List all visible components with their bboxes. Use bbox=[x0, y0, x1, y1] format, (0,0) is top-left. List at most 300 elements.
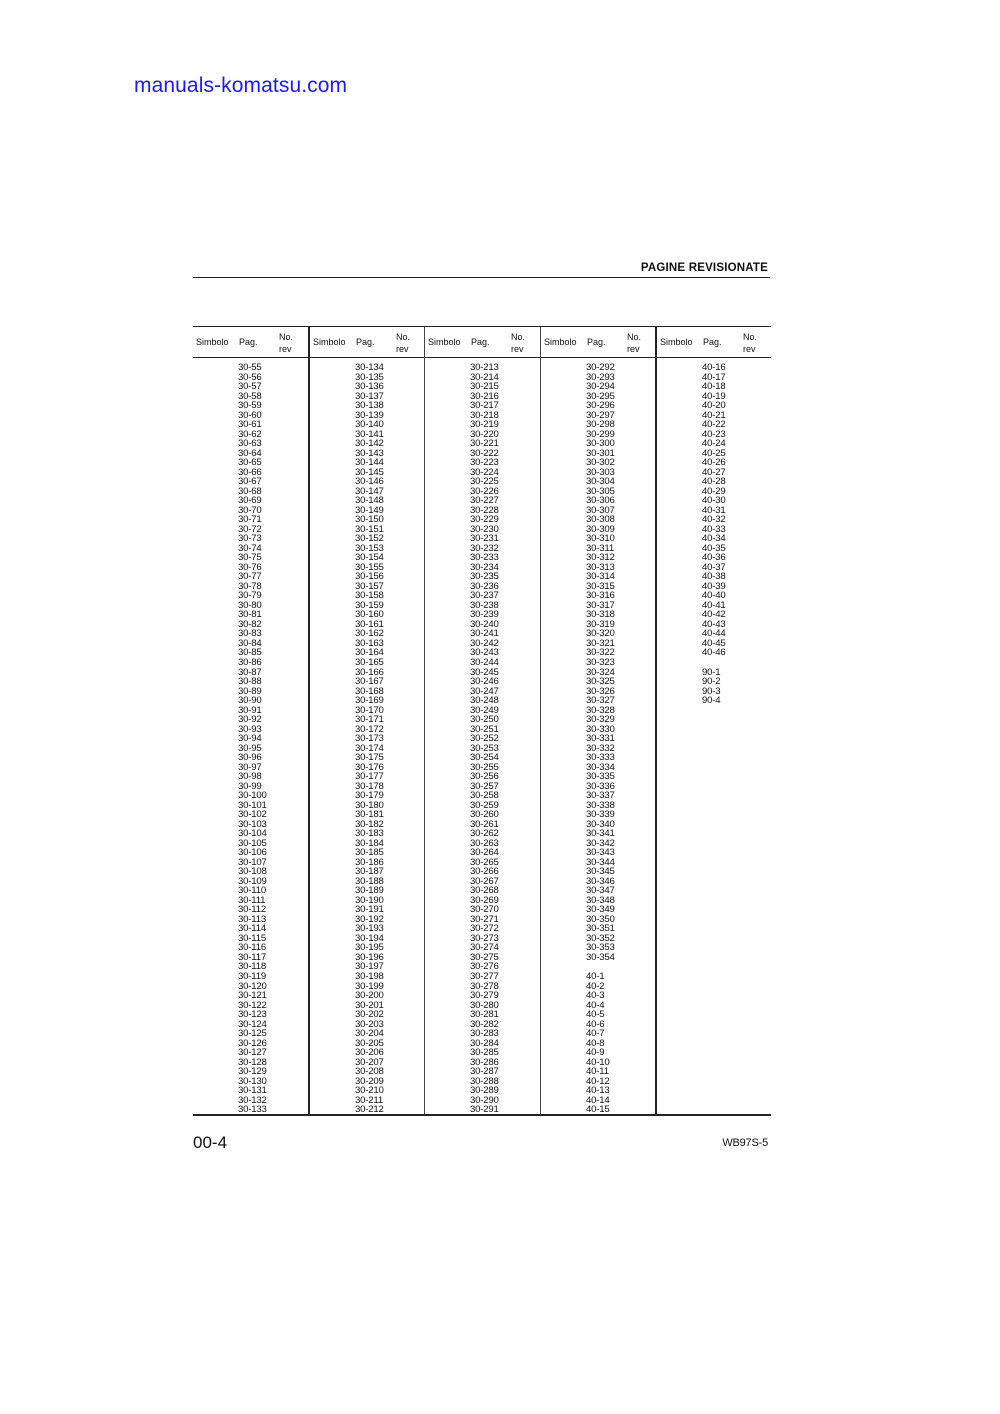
page-list bbox=[702, 363, 726, 706]
page-entry: 40-40 bbox=[702, 590, 726, 602]
header-pag: Pag. bbox=[703, 337, 722, 347]
page-entry: 30-169 bbox=[355, 695, 384, 707]
column-header bbox=[425, 327, 540, 358]
page-entry: 30-300 bbox=[586, 438, 615, 450]
page-entry: 30-277 bbox=[470, 971, 499, 982]
page-entry: 30-130 bbox=[238, 1075, 267, 1087]
page-entry: 30-259 bbox=[470, 799, 499, 811]
page-entry: 40-44 bbox=[702, 628, 726, 640]
page-entry: 40-7 bbox=[586, 1028, 605, 1040]
page-list bbox=[470, 363, 499, 1115]
page-entry: 30-142 bbox=[355, 438, 384, 450]
page-entry: 30-148 bbox=[355, 495, 384, 507]
page-entry: 30-302 bbox=[586, 457, 615, 469]
page-entry: 30-340 bbox=[586, 818, 615, 830]
page-entry: 30-225 bbox=[470, 476, 499, 488]
page-entry: 30-247 bbox=[470, 685, 499, 697]
page-entry: 40-37 bbox=[702, 561, 726, 573]
page-entry: 30-135 bbox=[355, 371, 384, 383]
page-entry: 40-43 bbox=[702, 618, 726, 630]
header-no-rev: No. rev bbox=[396, 332, 411, 354]
page-entry: 30-189 bbox=[355, 885, 384, 897]
page-entry: 40-42 bbox=[702, 609, 726, 621]
page-entry: 30-299 bbox=[586, 428, 615, 440]
page-entry: 30-240 bbox=[470, 618, 499, 630]
page-entry: 30-209 bbox=[355, 1075, 384, 1087]
page-entry: 30-276 bbox=[470, 961, 499, 973]
page-entry: 30-231 bbox=[470, 533, 499, 545]
page-entry: 30-172 bbox=[355, 723, 384, 735]
page-entry: 40-5 bbox=[586, 1009, 605, 1021]
page-entry: 30-150 bbox=[355, 514, 384, 526]
page-entry: 30-134 bbox=[355, 362, 384, 373]
page-entry: 40-18 bbox=[702, 381, 726, 393]
page-entry: 40-22 bbox=[702, 419, 726, 431]
page-entry: 40-30 bbox=[702, 495, 726, 507]
page-entry: 40-16 bbox=[702, 362, 726, 373]
page-entry: 30-97 bbox=[238, 761, 262, 773]
page-entry: 40-17 bbox=[702, 371, 726, 383]
page-entry: 30-177 bbox=[355, 771, 384, 783]
watermark-link[interactable]: manuals-komatsu.com bbox=[134, 74, 348, 97]
page-entry: 30-176 bbox=[355, 761, 384, 773]
page-entry: 30-336 bbox=[586, 780, 615, 792]
page-entry: 30-115 bbox=[238, 932, 266, 944]
page-entry: 30-141 bbox=[355, 428, 384, 440]
header-pag: Pag. bbox=[471, 337, 490, 347]
page-entry: 30-202 bbox=[355, 1009, 384, 1021]
page-entry: 30-344 bbox=[586, 856, 615, 868]
page-entry: 30-90 bbox=[238, 695, 262, 707]
table-column-5 bbox=[655, 327, 771, 1114]
table-column-3 bbox=[424, 327, 540, 1114]
page-entry: 30-350 bbox=[586, 913, 615, 925]
page-entry: 30-315 bbox=[586, 580, 615, 592]
page-entry: 30-352 bbox=[586, 932, 615, 944]
page-entry: 30-351 bbox=[586, 923, 615, 935]
page-entry: 30-182 bbox=[355, 818, 384, 830]
page-entry: 30-60 bbox=[238, 409, 262, 421]
page-entry: 30-78 bbox=[238, 580, 262, 592]
page-entry: 30-190 bbox=[355, 894, 384, 906]
page-entry: 30-164 bbox=[355, 647, 384, 659]
column-header bbox=[541, 327, 655, 358]
page-entry: 30-199 bbox=[355, 980, 384, 992]
page-entry: 30-98 bbox=[238, 771, 262, 783]
page-entry: 40-28 bbox=[702, 476, 726, 488]
page-entry: 30-211 bbox=[355, 1094, 383, 1106]
page-entry: 30-242 bbox=[470, 637, 499, 649]
page-entry: 30-264 bbox=[470, 847, 499, 859]
header-pag: Pag. bbox=[587, 337, 606, 347]
page-entry: 40-46 bbox=[702, 647, 726, 659]
page-entry: 30-263 bbox=[470, 837, 499, 849]
page-entry: 30-80 bbox=[238, 599, 262, 611]
page-entry: 30-166 bbox=[355, 666, 384, 678]
page-entry: 30-226 bbox=[470, 485, 499, 497]
page-entry: 40-19 bbox=[702, 390, 726, 402]
page-entry: 30-188 bbox=[355, 875, 384, 887]
page-list bbox=[586, 363, 615, 1115]
page-entry: 30-124 bbox=[238, 1018, 267, 1030]
page-entry: 30-213 bbox=[470, 362, 499, 373]
page-entry: 30-330 bbox=[586, 723, 615, 735]
page-entry: 30-140 bbox=[355, 419, 384, 431]
page-entry: 30-196 bbox=[355, 951, 384, 963]
page-entry: 30-296 bbox=[586, 400, 615, 412]
page-entry: 30-198 bbox=[355, 971, 384, 982]
page-entry: 30-346 bbox=[586, 875, 615, 887]
page-entry: 40-20 bbox=[702, 400, 726, 412]
column-header bbox=[310, 327, 424, 358]
page-entry: 30-271 bbox=[470, 913, 499, 925]
page-entry: 30-218 bbox=[470, 409, 499, 421]
page-entry: 30-208 bbox=[355, 1066, 384, 1078]
header-simbolo: Simbolo bbox=[313, 337, 346, 347]
page-entry: 30-205 bbox=[355, 1037, 384, 1049]
header-simbolo: Simbolo bbox=[660, 337, 693, 347]
page-entry: 30-151 bbox=[355, 523, 384, 535]
page-entry: 30-116 bbox=[238, 942, 266, 954]
header-pag: Pag. bbox=[239, 337, 258, 347]
page-entry: 30-146 bbox=[355, 476, 384, 488]
page-entry: 30-238 bbox=[470, 599, 499, 611]
page-entry: 30-210 bbox=[355, 1085, 384, 1097]
page-entry: 30-128 bbox=[238, 1056, 267, 1068]
page-entry: 30-323 bbox=[586, 656, 615, 668]
page-entry: 40-34 bbox=[702, 533, 726, 545]
page-entry: 40-13 bbox=[586, 1085, 610, 1097]
page-entry: 30-101 bbox=[238, 799, 267, 811]
page-entry: 30-81 bbox=[238, 609, 262, 621]
page-entry: 30-272 bbox=[470, 923, 499, 935]
page-entry: 30-236 bbox=[470, 580, 499, 592]
page-entry: 30-305 bbox=[586, 485, 615, 497]
table-column-4 bbox=[540, 327, 655, 1114]
page-entry: 30-251 bbox=[470, 723, 499, 735]
page-entry: 30-245 bbox=[470, 666, 499, 678]
page-entry: 30-288 bbox=[470, 1075, 499, 1087]
page-entry: 40-21 bbox=[702, 409, 726, 421]
page-entry: 30-316 bbox=[586, 590, 615, 602]
page-entry: 30-203 bbox=[355, 1018, 384, 1030]
header-no-rev: No. rev bbox=[279, 332, 294, 354]
page-entry: 30-229 bbox=[470, 514, 499, 526]
page-entry: 30-246 bbox=[470, 676, 499, 688]
page-entry: 30-289 bbox=[470, 1085, 499, 1097]
page-entry: 30-233 bbox=[470, 552, 499, 564]
page-entry: 30-329 bbox=[586, 714, 615, 726]
page-entry: 30-304 bbox=[586, 476, 615, 488]
page-entry: 30-348 bbox=[586, 894, 615, 906]
page-entry: 30-69 bbox=[238, 495, 262, 507]
page-entry: 30-207 bbox=[355, 1056, 384, 1068]
page-entry: 30-187 bbox=[355, 866, 384, 878]
page-entry: 30-147 bbox=[355, 485, 384, 497]
page-entry: 30-349 bbox=[586, 904, 615, 916]
page-entry: 30-201 bbox=[355, 999, 384, 1011]
page-entry: 30-175 bbox=[355, 752, 384, 764]
page-entry: 90-1 bbox=[702, 666, 721, 678]
page-entry: 30-354 bbox=[586, 951, 615, 963]
page-entry: 30-191 bbox=[355, 904, 384, 916]
page-entry: 30-325 bbox=[586, 676, 615, 688]
page-entry: 30-219 bbox=[470, 419, 499, 431]
page-entry: 30-65 bbox=[238, 457, 262, 469]
page-entry: 40-14 bbox=[586, 1094, 610, 1106]
page-entry: 30-312 bbox=[586, 552, 615, 564]
page-entry: 30-66 bbox=[238, 466, 262, 478]
page-entry: 30-269 bbox=[470, 894, 499, 906]
page-entry: 30-239 bbox=[470, 609, 499, 621]
page-entry: 30-137 bbox=[355, 390, 384, 402]
page-entry: 30-293 bbox=[586, 371, 615, 383]
page-entry: 30-99 bbox=[238, 780, 262, 792]
page-entry: 30-126 bbox=[238, 1037, 267, 1049]
page-entry: 30-83 bbox=[238, 628, 262, 640]
page-entry: 30-111 bbox=[238, 894, 266, 906]
page-entry: 30-85 bbox=[238, 647, 262, 659]
page-entry: 30-252 bbox=[470, 733, 499, 745]
page-entry: 30-132 bbox=[238, 1094, 267, 1106]
page-entry: 30-167 bbox=[355, 676, 384, 688]
page-entry: 30-298 bbox=[586, 419, 615, 431]
column-header bbox=[193, 327, 308, 358]
model-code: WB97S-5 bbox=[722, 1137, 768, 1149]
page-entry: 30-58 bbox=[238, 390, 262, 402]
revised-pages-table bbox=[193, 326, 771, 1116]
page-entry: 30-155 bbox=[355, 561, 384, 573]
page-entry: 30-345 bbox=[586, 866, 615, 878]
page-entry: 30-341 bbox=[586, 828, 615, 840]
page-entry: 30-144 bbox=[355, 457, 384, 469]
page-entry: 30-237 bbox=[470, 590, 499, 602]
page-entry: 30-224 bbox=[470, 466, 499, 478]
page-entry: 90-4 bbox=[702, 695, 721, 707]
page-entry: 30-86 bbox=[238, 656, 262, 668]
page-entry: 40-25 bbox=[702, 447, 726, 459]
page-entry: 30-61 bbox=[238, 419, 262, 431]
page-entry: 30-235 bbox=[470, 571, 499, 583]
page-entry: 30-75 bbox=[238, 552, 262, 564]
page-entry: 30-265 bbox=[470, 856, 499, 868]
column-header bbox=[657, 327, 771, 358]
page-entry: 30-95 bbox=[238, 742, 262, 754]
page-entry: 30-79 bbox=[238, 590, 262, 602]
page-entry: 30-291 bbox=[470, 1104, 499, 1116]
page-entry: 30-103 bbox=[238, 818, 267, 830]
page-entry: 40-39 bbox=[702, 580, 726, 592]
page-entry: 30-157 bbox=[355, 580, 384, 592]
page-entry: 30-71 bbox=[238, 514, 262, 526]
page-entry: 40-4 bbox=[586, 999, 605, 1011]
page-entry: 30-181 bbox=[355, 809, 384, 821]
page-entry: 30-230 bbox=[470, 523, 499, 535]
page-entry: 30-204 bbox=[355, 1028, 384, 1040]
page-entry: 30-131 bbox=[238, 1085, 267, 1097]
page-entry: 40-3 bbox=[586, 990, 605, 1002]
page-entry: 40-33 bbox=[702, 523, 726, 535]
page-entry: 30-256 bbox=[470, 771, 499, 783]
page-entry: 30-303 bbox=[586, 466, 615, 478]
page-entry: 30-322 bbox=[586, 647, 615, 659]
page-entry: 30-250 bbox=[470, 714, 499, 726]
page-entry: 30-119 bbox=[238, 971, 266, 982]
page-entry: 30-317 bbox=[586, 599, 615, 611]
page-entry: 30-82 bbox=[238, 618, 262, 630]
page-entry: 30-339 bbox=[586, 809, 615, 821]
page-entry: 30-295 bbox=[586, 390, 615, 402]
page-entry: 30-129 bbox=[238, 1066, 267, 1078]
page-entry: 40-23 bbox=[702, 428, 726, 440]
page-entry: 40-41 bbox=[702, 599, 726, 611]
page-entry: 30-249 bbox=[470, 704, 499, 716]
page-entry: 30-110 bbox=[238, 885, 266, 897]
page-entry: 30-145 bbox=[355, 466, 384, 478]
page-entry: 30-332 bbox=[586, 742, 615, 754]
page-entry: 30-118 bbox=[238, 961, 266, 973]
page-entry: 30-59 bbox=[238, 400, 262, 412]
page-entry: 30-56 bbox=[238, 371, 262, 383]
header-no-rev: No. rev bbox=[627, 332, 642, 354]
page-entry: 90-2 bbox=[702, 676, 721, 688]
page-entry: 30-73 bbox=[238, 533, 262, 545]
header-rule bbox=[193, 277, 770, 278]
page-entry: 40-31 bbox=[702, 504, 726, 516]
page-entry: 30-57 bbox=[238, 381, 262, 393]
page-entry: 30-123 bbox=[238, 1009, 267, 1021]
page-entry: 30-165 bbox=[355, 656, 384, 668]
page-entry: 30-143 bbox=[355, 447, 384, 459]
page-entry: 30-76 bbox=[238, 561, 262, 573]
page-entry: 30-290 bbox=[470, 1094, 499, 1106]
page-entry: 30-149 bbox=[355, 504, 384, 516]
page-entry: 30-335 bbox=[586, 771, 615, 783]
page-entry: 30-200 bbox=[355, 990, 384, 1002]
table-column-2 bbox=[308, 327, 424, 1114]
page-entry: 30-195 bbox=[355, 942, 384, 954]
page-entry: 30-281 bbox=[470, 1009, 499, 1021]
page-entry: 30-279 bbox=[470, 990, 499, 1002]
page-entry: 30-327 bbox=[586, 695, 615, 707]
page-entry: 30-158 bbox=[355, 590, 384, 602]
page-entry: 40-9 bbox=[586, 1047, 605, 1059]
page-entry: 30-138 bbox=[355, 400, 384, 412]
page-entry: 30-241 bbox=[470, 628, 499, 640]
page-entry: 30-282 bbox=[470, 1018, 499, 1030]
page-entry: 30-194 bbox=[355, 932, 384, 944]
page-entry: 30-321 bbox=[586, 637, 615, 649]
header-simbolo: Simbolo bbox=[428, 337, 461, 347]
page-entry: 30-160 bbox=[355, 609, 384, 621]
page-entry: 30-107 bbox=[238, 856, 267, 868]
page-entry: 30-267 bbox=[470, 875, 499, 887]
page-entry: 30-171 bbox=[355, 714, 384, 726]
page-entry: 30-220 bbox=[470, 428, 499, 440]
page-entry: 30-100 bbox=[238, 790, 267, 802]
page-entry: 30-258 bbox=[470, 790, 499, 802]
page-entry: 30-89 bbox=[238, 685, 262, 697]
page-entry: 30-301 bbox=[586, 447, 615, 459]
page-entry: 40-24 bbox=[702, 438, 726, 450]
page-entry: 30-88 bbox=[238, 676, 262, 688]
page-entry: 30-161 bbox=[355, 618, 384, 630]
page-entry: 30-183 bbox=[355, 828, 384, 840]
page-entry: 30-307 bbox=[586, 504, 615, 516]
page-entry: 30-67 bbox=[238, 476, 262, 488]
page-entry: 30-270 bbox=[470, 904, 499, 916]
page-entry: 30-320 bbox=[586, 628, 615, 640]
page-entry: 30-87 bbox=[238, 666, 262, 678]
page-entry: 30-94 bbox=[238, 733, 262, 745]
page-entry: 40-36 bbox=[702, 552, 726, 564]
page-entry: 30-275 bbox=[470, 951, 499, 963]
page-entry: 30-343 bbox=[586, 847, 615, 859]
page-entry: 30-217 bbox=[470, 400, 499, 412]
page-entry: 30-93 bbox=[238, 723, 262, 735]
page-entry: 30-278 bbox=[470, 980, 499, 992]
page-entry: 30-168 bbox=[355, 685, 384, 697]
page-number: 00-4 bbox=[193, 1133, 228, 1152]
page-entry: 30-284 bbox=[470, 1037, 499, 1049]
page-entry: 30-216 bbox=[470, 390, 499, 402]
page-entry: 30-127 bbox=[238, 1047, 267, 1059]
page-entry: 30-109 bbox=[238, 875, 267, 887]
page-entry: 30-333 bbox=[586, 752, 615, 764]
page-entry: 30-77 bbox=[238, 571, 262, 583]
page-list bbox=[355, 363, 384, 1115]
page-entry: 30-63 bbox=[238, 438, 262, 450]
page-entry: 30-353 bbox=[586, 942, 615, 954]
page-entry: 30-121 bbox=[238, 990, 267, 1002]
page-entry: 40-38 bbox=[702, 571, 726, 583]
page-entry: 30-222 bbox=[470, 447, 499, 459]
page-entry: 30-328 bbox=[586, 704, 615, 716]
page-entry: 30-159 bbox=[355, 599, 384, 611]
page-entry: 30-286 bbox=[470, 1056, 499, 1068]
page-entry: 30-180 bbox=[355, 799, 384, 811]
page-entry: 30-206 bbox=[355, 1047, 384, 1059]
page-entry: 30-261 bbox=[470, 818, 499, 830]
page-entry: 40-26 bbox=[702, 457, 726, 469]
page-entry: 40-12 bbox=[586, 1075, 610, 1087]
page-entry: 40-6 bbox=[586, 1018, 605, 1030]
page-entry: 30-337 bbox=[586, 790, 615, 802]
page-entry: 30-266 bbox=[470, 866, 499, 878]
page-entry: 40-10 bbox=[586, 1056, 610, 1068]
page-entry: 30-70 bbox=[238, 504, 262, 516]
page-entry: 40-1 bbox=[586, 971, 605, 982]
page-entry: 30-114 bbox=[238, 923, 266, 935]
header-simbolo: Simbolo bbox=[544, 337, 577, 347]
page-entry: 30-347 bbox=[586, 885, 615, 897]
page-entry: 30-113 bbox=[238, 913, 266, 925]
page-entry: 30-55 bbox=[238, 362, 262, 373]
page-entry: 30-112 bbox=[238, 904, 266, 916]
page-entry: 30-254 bbox=[470, 752, 499, 764]
page-entry: 30-105 bbox=[238, 837, 267, 849]
page-list bbox=[238, 363, 267, 1115]
page-entry: 30-192 bbox=[355, 913, 384, 925]
page-entry: 40-8 bbox=[586, 1037, 605, 1049]
page-entry: 30-257 bbox=[470, 780, 499, 792]
page-entry: 30-117 bbox=[238, 951, 266, 963]
page-entry: 40-15 bbox=[586, 1104, 610, 1116]
page-entry: 90-3 bbox=[702, 685, 721, 697]
page-entry: 30-338 bbox=[586, 799, 615, 811]
page-entry: 30-156 bbox=[355, 571, 384, 583]
page-entry: 30-331 bbox=[586, 733, 615, 745]
